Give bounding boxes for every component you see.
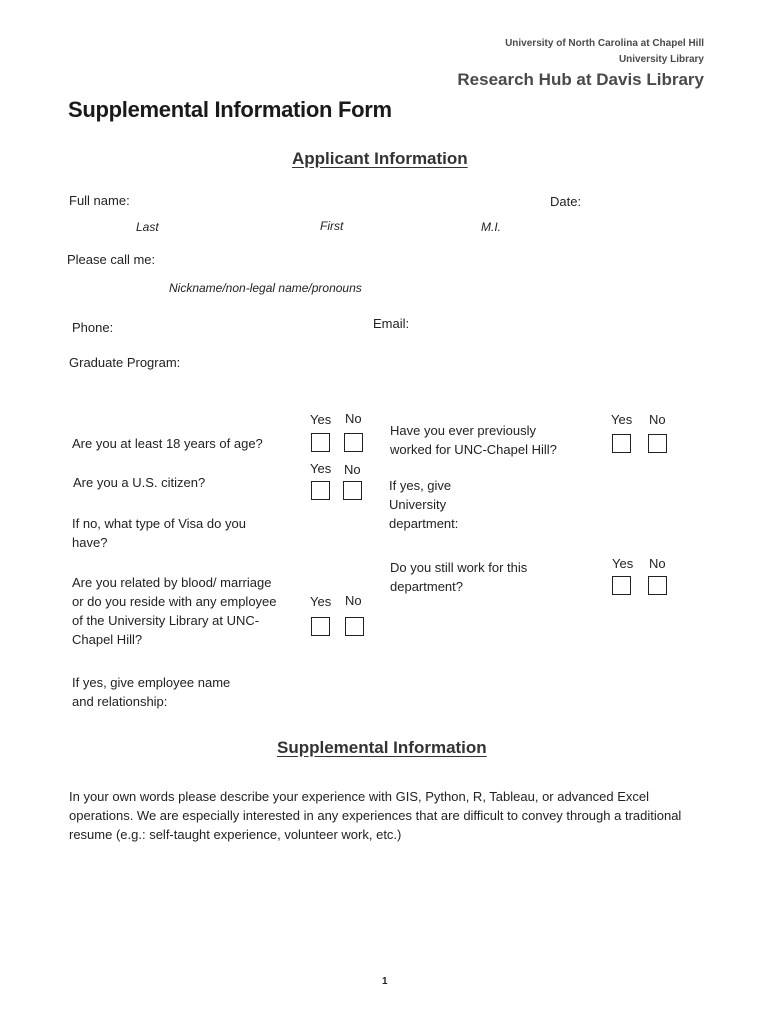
call-me-label: Please call me: bbox=[67, 252, 156, 267]
phone-label: Phone: bbox=[72, 320, 114, 335]
worked-before-question: Have you ever previously worked for UNC-Chapel Hill? bbox=[390, 423, 557, 457]
nickname-hint: Nickname/non-legal name/pronouns bbox=[169, 281, 362, 295]
related-question: Are you related by blood/ marriage or do you reside with any employee of the University Library at UNC-Chapel Hill? bbox=[72, 575, 277, 647]
date-label: Date: bbox=[550, 194, 582, 209]
supplemental-prompt: In your own words please describe your experience with GIS, Python, R, Tableau, or advanced Excel operations. We are especially interested in any experiences that are difficult to convey through a traditional resume (e.g.: self-taught experience, volunteer work, etc.) bbox=[69, 789, 682, 842]
citizen-no-checkbox[interactable] bbox=[343, 481, 362, 500]
age-yes-checkbox[interactable] bbox=[311, 433, 330, 452]
first-name-hint: First bbox=[320, 219, 344, 233]
citizen-no-label: No bbox=[344, 462, 361, 477]
still-work-no-label: No bbox=[649, 556, 666, 571]
unit-name: Research Hub at Davis Library bbox=[457, 70, 704, 89]
middle-initial-hint: M.I. bbox=[481, 220, 501, 234]
related-yes-label: Yes bbox=[310, 594, 332, 609]
related-no-checkbox[interactable] bbox=[345, 617, 364, 636]
citizen-yes-label: Yes bbox=[310, 461, 332, 476]
age-question: Are you at least 18 years of age? bbox=[72, 436, 263, 451]
related-no-label: No bbox=[345, 593, 362, 608]
page-number: 1 bbox=[382, 976, 388, 987]
still-work-question: Do you still work for this department? bbox=[390, 560, 528, 594]
employee-name-question: If yes, give employee name and relationship: bbox=[72, 675, 231, 709]
visa-question: If no, what type of Visa do you have? bbox=[72, 516, 246, 550]
supplemental-section-title: Supplemental Information bbox=[277, 738, 487, 757]
citizen-yes-checkbox[interactable] bbox=[311, 481, 330, 500]
age-yes-label: Yes bbox=[310, 412, 332, 427]
university-name: University of North Carolina at Chapel Hill bbox=[505, 38, 704, 49]
graduate-program-label: Graduate Program: bbox=[69, 355, 181, 370]
citizen-question: Are you a U.S. citizen? bbox=[73, 475, 206, 490]
applicant-section-title: Applicant Information bbox=[292, 149, 468, 168]
library-name: University Library bbox=[618, 54, 704, 65]
last-name-hint: Last bbox=[136, 220, 159, 234]
full-name-label: Full name: bbox=[69, 193, 130, 208]
page-title: Supplemental Information Form bbox=[68, 97, 392, 122]
age-no-label: No bbox=[345, 411, 362, 426]
department-question: If yes, give University department: bbox=[389, 478, 459, 531]
worked-yes-label: Yes bbox=[611, 412, 633, 427]
still-work-no-checkbox[interactable] bbox=[648, 576, 667, 595]
email-label: Email: bbox=[373, 316, 410, 331]
still-work-yes-label: Yes bbox=[612, 556, 634, 571]
still-work-yes-checkbox[interactable] bbox=[612, 576, 631, 595]
worked-no-label: No bbox=[649, 412, 666, 427]
related-yes-checkbox[interactable] bbox=[311, 617, 330, 636]
worked-no-checkbox[interactable] bbox=[648, 434, 667, 453]
age-no-checkbox[interactable] bbox=[344, 433, 363, 452]
worked-yes-checkbox[interactable] bbox=[612, 434, 631, 453]
